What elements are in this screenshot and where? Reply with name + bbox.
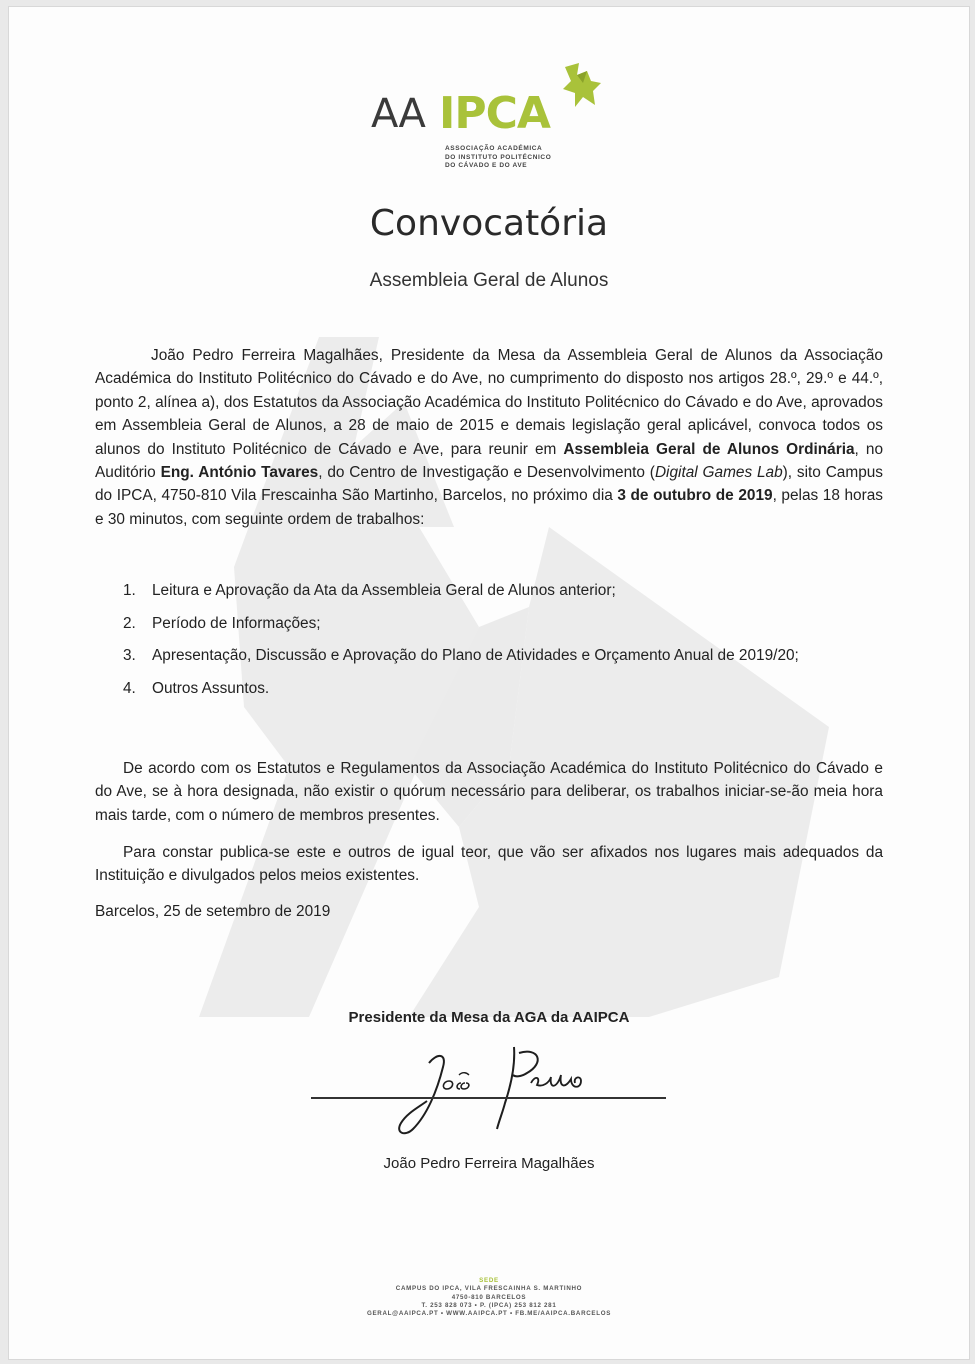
agenda-number: 3. bbox=[123, 647, 136, 665]
auditorium-name: Eng. António Tavares bbox=[160, 464, 319, 482]
footer-line: GERAL@AAIPCA.PT • WWW.AAIPCA.PT • FB.ME/AAIPCA.BARCELOS bbox=[366, 1310, 612, 1318]
agenda-number: 4. bbox=[123, 679, 136, 697]
assembly-type: Assembleia Geral de Alunos Ordinária bbox=[563, 440, 855, 458]
footer-line: CAMPUS DO IPCA, VILA FRESCAINHA S. MARTINHO bbox=[395, 1285, 583, 1293]
document-subtitle: Assembleia Geral de Alunos bbox=[369, 270, 609, 291]
aaipca-logo bbox=[371, 57, 621, 177]
agenda-text: Outros Assuntos. bbox=[152, 679, 270, 697]
text-run: João Pedro Ferreira Magalhães, Presidente da Mesa da Assembleia Geral de Alunos da Associação Académica do Instituto Politécnico do Cávado e do Ave, no cumprimento do disposto nos artigos 28.º, 29.º e 44.º, ponto 2, alínea a), dos Estatutos da Associação Académica do Instituto Politécnico do Cávado e do Ave, aprovados em Assembleia Geral de Alunos, a 28 de maio de 2015 e demais legislação geral aplicável, convoca todos os alunos do Instituto Politécnico de Cávado e Ave, para reunir em bbox=[95, 347, 883, 458]
signature-line bbox=[311, 1097, 666, 1099]
signatory-name: João Pedro Ferreira Magalhães bbox=[383, 1155, 595, 1172]
quorum-paragraph: De acordo com os Estatutos e Regulamentos da Associação Académica do Instituto Politécnico do Cávado e do Ave, se à hora designada, não existir o quórum necessário para deliberar, os trabalhos iniciar-se-ão meia hora mais tarde, com o número de membros presentes. bbox=[95, 760, 883, 824]
document-title: Convocatória bbox=[369, 203, 609, 244]
logo-brand: IPCA bbox=[439, 88, 550, 139]
agenda-list bbox=[123, 582, 799, 712]
agenda-text: Apresentação, Discussão e Aprovação do Plano de Atividades e Orçamento Anual de 2019/20; bbox=[152, 647, 799, 665]
place-date: Barcelos, 25 de setembro de 2019 bbox=[95, 903, 331, 920]
agenda-item bbox=[123, 582, 799, 615]
text-run: , no Auditório bbox=[95, 440, 884, 482]
agenda-text: Período de Informações; bbox=[152, 614, 321, 632]
footer-address bbox=[9, 1277, 969, 1318]
text-run: ), sito Campus do IPCA, 4750-810 Vila Frescainha São Martinho, Barcelos, no próximo dia bbox=[95, 464, 884, 505]
agenda-item bbox=[123, 647, 799, 680]
logo-prefix: AA bbox=[371, 91, 425, 137]
publication-paragraph: Para constar publica-se este e outros de igual teor, que vão ser afixados nos lugares mais adequados da Instituição e divulgados pelos meios existentes. bbox=[95, 844, 883, 885]
meeting-date: 3 de outubro de 2019 bbox=[617, 487, 773, 505]
agenda-item bbox=[123, 615, 799, 648]
logo-subtitle-line: DO INSTITUTO POLITÉCNICO bbox=[445, 153, 552, 161]
logo-subtitle-line: DO CÁVADO E DO AVE bbox=[445, 162, 528, 169]
logo-subtitle-line: ASSOCIAÇÃO ACADÉMICA bbox=[445, 145, 543, 152]
agenda-number: 1. bbox=[123, 582, 136, 599]
footer-line: T. 253 828 073 • P. (IPCA) 253 812 281 bbox=[421, 1301, 557, 1309]
lab-name: Digital Games Lab bbox=[654, 464, 783, 482]
logo-bird-icon bbox=[557, 61, 607, 111]
agenda-text: Leitura e Aprovação da Ata da Assembleia Geral de Alunos anterior; bbox=[152, 582, 616, 599]
agenda-item bbox=[123, 680, 799, 713]
handwritten-signature bbox=[309, 1031, 669, 1141]
document-page bbox=[8, 6, 970, 1360]
convocation-paragraph bbox=[95, 344, 883, 531]
agenda-number: 2. bbox=[123, 614, 136, 632]
logo-subtitle bbox=[445, 145, 551, 171]
text-run: , pelas 18 horas e 30 minutos, com seguinte ordem de trabalhos: bbox=[95, 487, 883, 528]
footer-line: 4750-810 BARCELOS bbox=[451, 1293, 527, 1301]
text-run: , do Centro de Investigação e Desenvolvimento ( bbox=[318, 464, 655, 482]
signatory-role: Presidente da Mesa da AGA da AAIPCA bbox=[348, 1009, 630, 1026]
footer-tag: SEDE bbox=[479, 1277, 499, 1284]
